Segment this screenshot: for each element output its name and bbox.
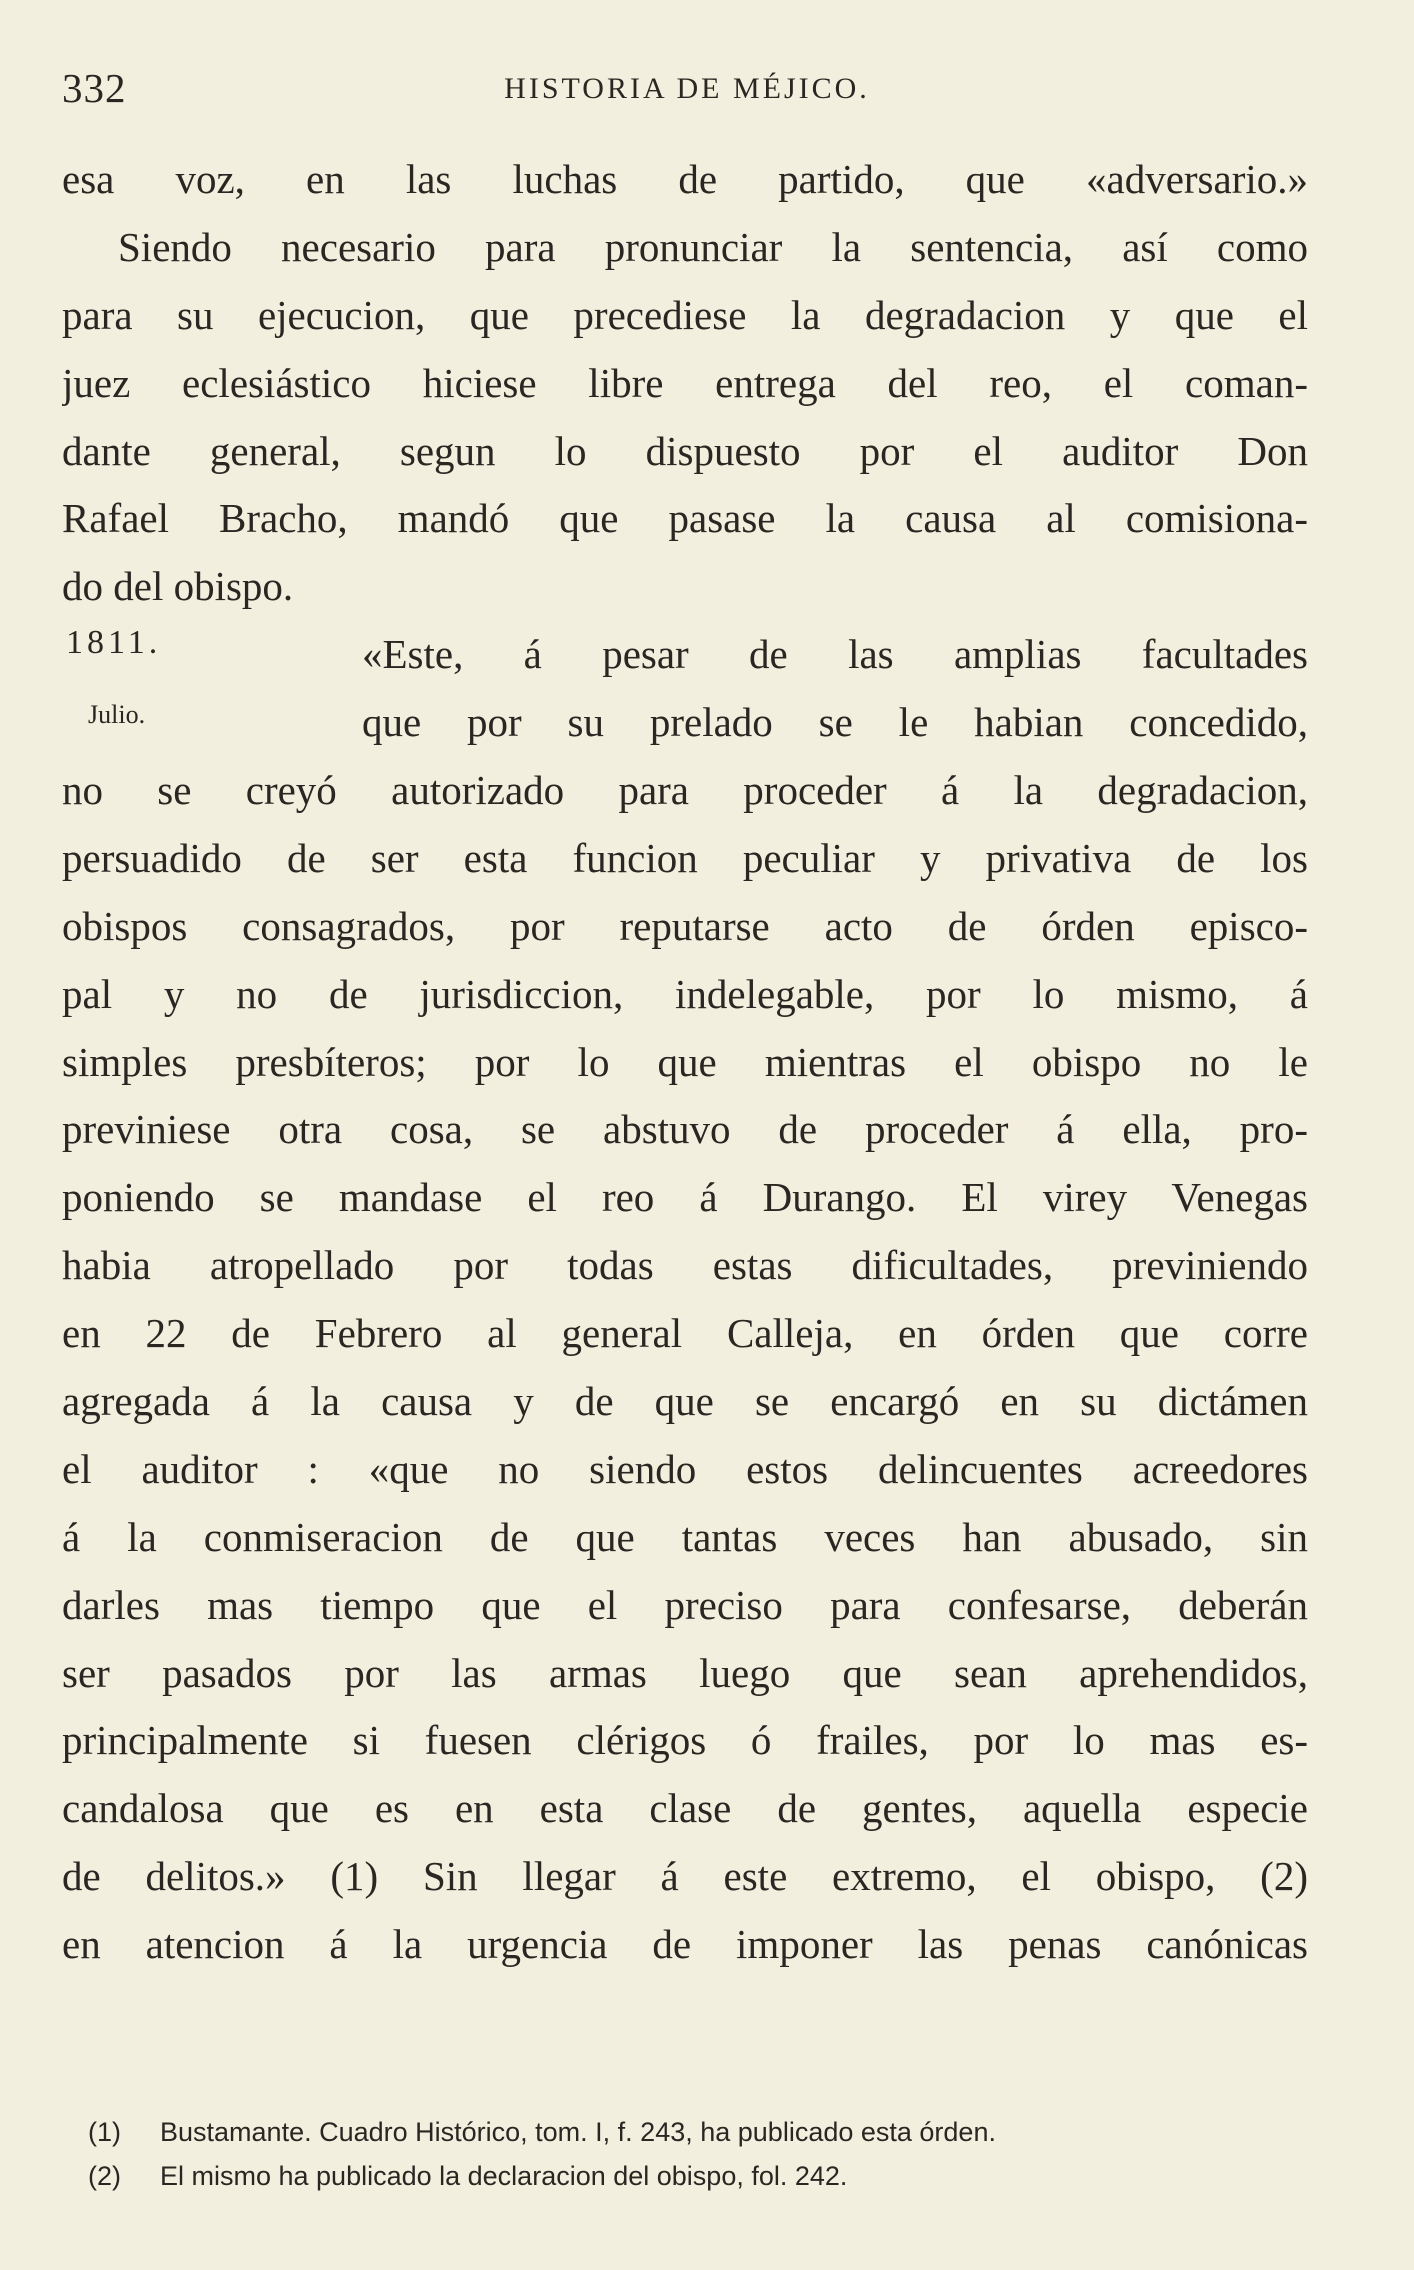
text-line: habia atropellado por todas estas dificultades, previniendo [62, 1242, 1308, 1289]
text-line: do del obispo. [62, 563, 294, 610]
text-line: poniendo se mandase el reo á Durango. El virey Venegas [62, 1174, 1308, 1221]
text-line: de delitos.» (1) Sin llegar á este extremo, el obispo, (2) [62, 1853, 1308, 1900]
text-line: que por su prelado se le habian concedido, [362, 699, 1308, 746]
text-line: obispos consagrados, por reputarse acto de órden episco- [62, 902, 1308, 949]
text-line: simples presbíteros; por lo que mientras el obispo no le [62, 1038, 1308, 1085]
text-line: para su ejecucion, que precediese la degradacion y que el [62, 291, 1308, 338]
text-line: «Este, á pesar de las amplias facultades [362, 631, 1308, 678]
text-line: Rafael Bracho, mandó que pasase la causa al comisiona- [62, 495, 1308, 542]
text-line: Siendo necesario para pronunciar la sentencia, así como [118, 223, 1308, 270]
text-line: juez eclesiástico hiciese libre entrega del reo, el coman- [62, 359, 1308, 406]
footnote-marker: (2) [88, 2161, 121, 2191]
text-line: en atencion á la urgencia de imponer las penas canónicas [62, 1921, 1308, 1968]
body-text [62, 146, 1308, 1979]
margin-year: 1811. [66, 624, 162, 661]
text-line: dante general, segun lo dispuesto por el auditor Don [62, 427, 1308, 474]
margin-month: Julio. [88, 700, 146, 729]
text-line: principalmente si fuesen clérigos ó frailes, por lo mas es- [62, 1717, 1308, 1764]
text-line: ser pasados por las armas luego que sean aprehendidos, [62, 1649, 1308, 1696]
page-number: 332 [62, 65, 127, 111]
text-line: pal y no de jurisdiccion, indelegable, por lo mismo, á [62, 970, 1308, 1017]
running-title: HISTORIA DE MÉJICO. [504, 72, 870, 105]
text-line: en 22 de Febrero al general Calleja, en órden que corre [62, 1310, 1308, 1357]
page-header [62, 64, 1312, 114]
text-line: á la conmiseracion de que tantas veces han abusado, sin [62, 1513, 1308, 1560]
footnote-text: Bustamante. Cuadro Histórico, tom. I, f. 243, ha publicado esta órden. [160, 2117, 996, 2147]
footnote [88, 2110, 1318, 2154]
footnote [88, 2154, 1318, 2198]
text-line: darles mas tiempo que el preciso para confesarse, deberán [62, 1581, 1308, 1628]
text-line: el auditor : «que no siendo estos delincuentes acreedores [62, 1445, 1308, 1492]
footnote-text: El mismo ha publicado la declaracion del obispo, fol. 242. [160, 2161, 848, 2191]
text-line: esa voz, en las luchas de partido, que «adversario.» [62, 156, 1308, 202]
text-line: candalosa que es en esta clase de gentes, aquella especie [62, 1785, 1308, 1832]
text-line: persuadido de ser esta funcion peculiar y privativa de los [62, 834, 1308, 881]
footnote-marker: (1) [88, 2117, 121, 2147]
footnotes [88, 2110, 1318, 2198]
text-line: previniese otra cosa, se abstuvo de proceder á ella, pro- [62, 1106, 1308, 1153]
text-line: no se creyó autorizado para proceder á la degradacion, [62, 767, 1308, 814]
text-line: agregada á la causa y de que se encargó en su dictámen [62, 1378, 1308, 1425]
